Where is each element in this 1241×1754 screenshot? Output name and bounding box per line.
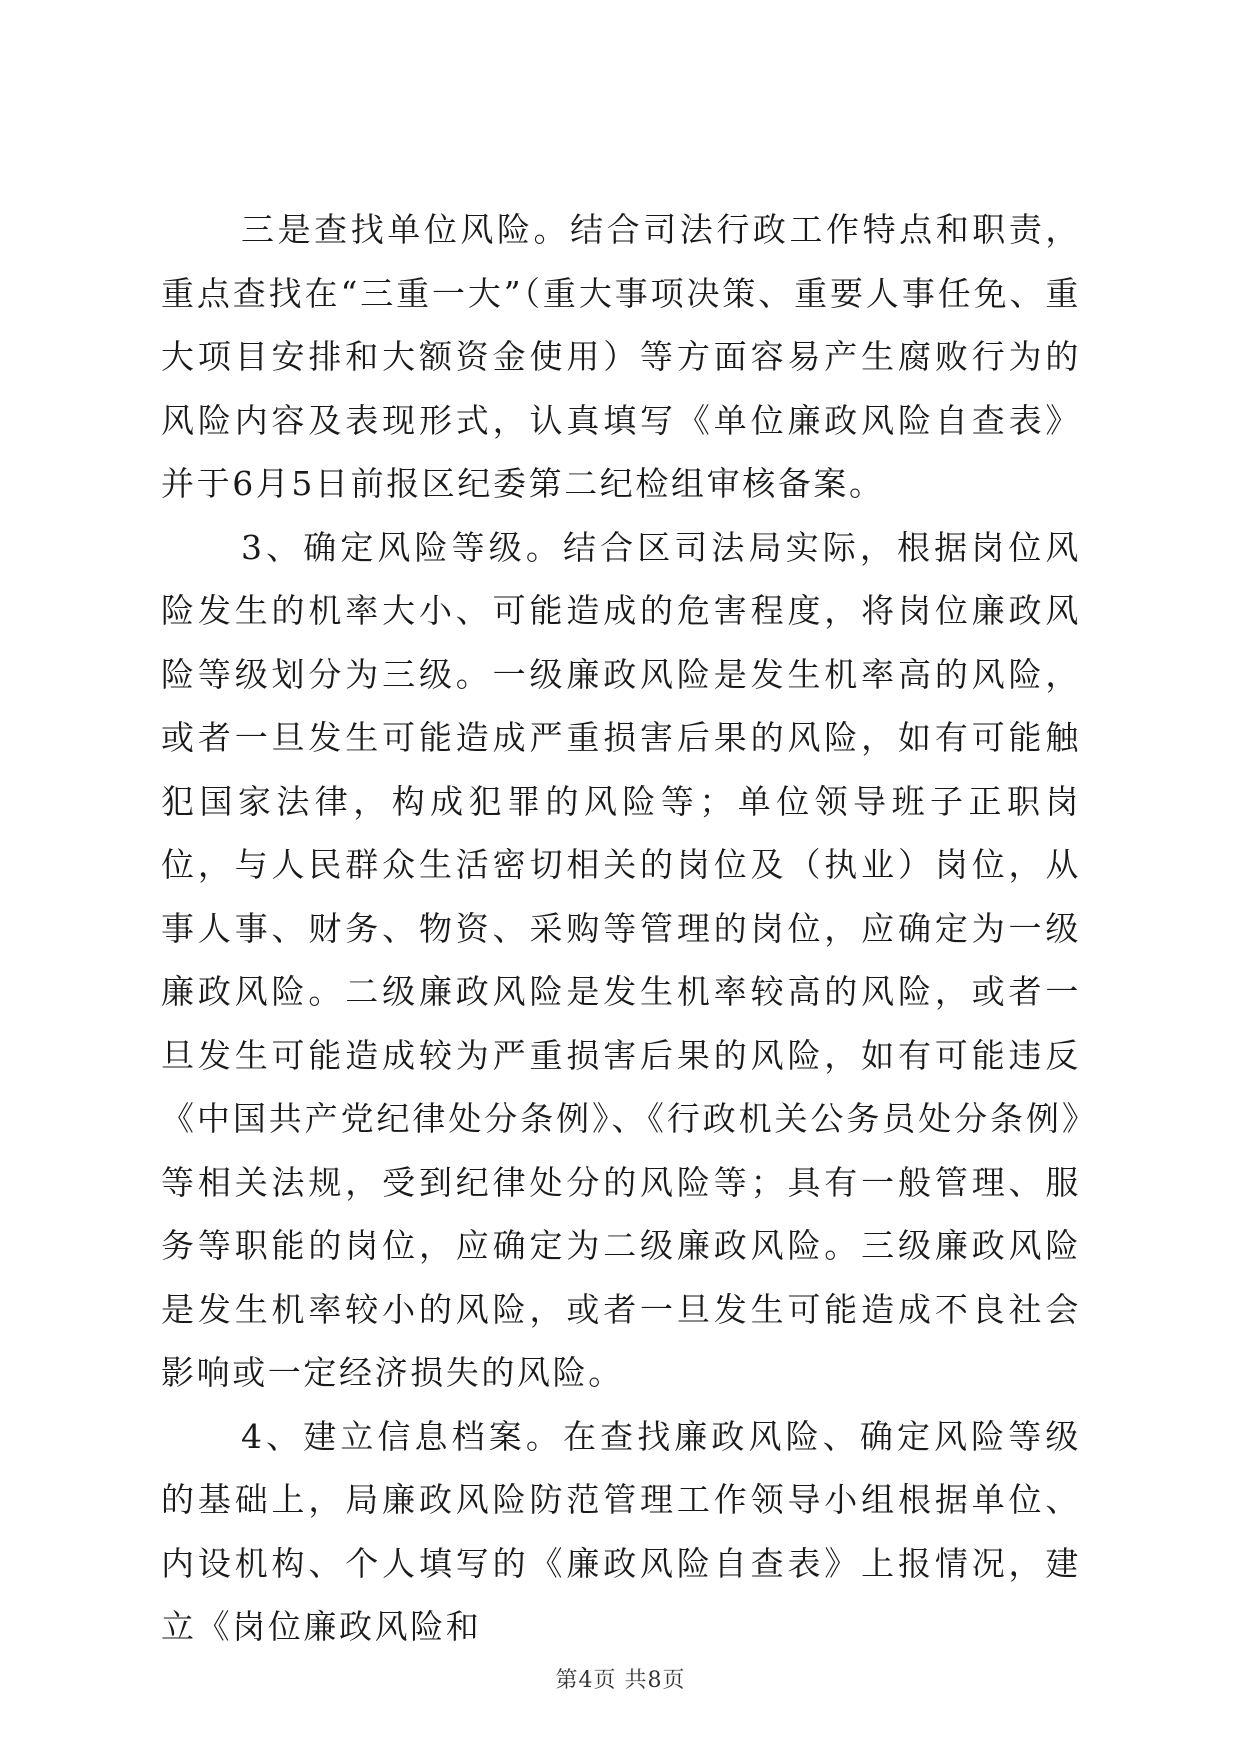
paragraph-risk-level: 3、确定风险等级。结合区司法局实际，根据岗位风险发生的机率大小、可能造成的危害程度，将岗位廉政风险等级划分为三级。一级廉政风险是发生机率高的风险，或者一旦发生可能造成严重损害后果的风险，如有可能触犯国家法律，构成犯罪的风险等；单位领导班子正职岗位，与人民群众生活密切相关的岗位及（执业）岗位，从事人事、财务、物资、采购等管理的岗位，应确定为一级廉政风险。二级廉政风险是发生机率较高的风险，或者一旦发生可能造成较为严重损害后果的风险，如有可能违反《中国共产党纪律处分条例》、《行政机关公务员处分条例》等相关法规，受到纪律处分的风险等；具有一般管理、服务等职能的岗位，应确定为二级廉政风险。三级廉政风险是发生机率较小的风险，或者一旦发生可能造成不良社会影响或一定经济损失的风险。 <box>161 527 1081 1392</box>
page-number-footer: 第4页 共8页 <box>555 1668 686 1693</box>
paragraph-info-archive: 4、建立信息档案。在查找廉政风险、确定风险等级的基础上，局廉政风险防范管理工作领导小组根据单位、内设机构、个人填写的《廉政风险自查表》上报情况，建立《岗位廉政风险和 <box>161 1416 1081 1646</box>
paragraph-unit-risk: 三是查找单位风险。结合司法行政工作特点和职责，重点查找在“三重一大”（重大事项决策、重要人事任免、重大项目安排和大额资金使用）等方面容易产生腐败行为的风险内容及表现形式，认真填写《单位廉政风险自查表》并于6月5日前报区纪委第二纪检组审核备案。 <box>161 210 1081 503</box>
document-body <box>161 198 1081 1659</box>
